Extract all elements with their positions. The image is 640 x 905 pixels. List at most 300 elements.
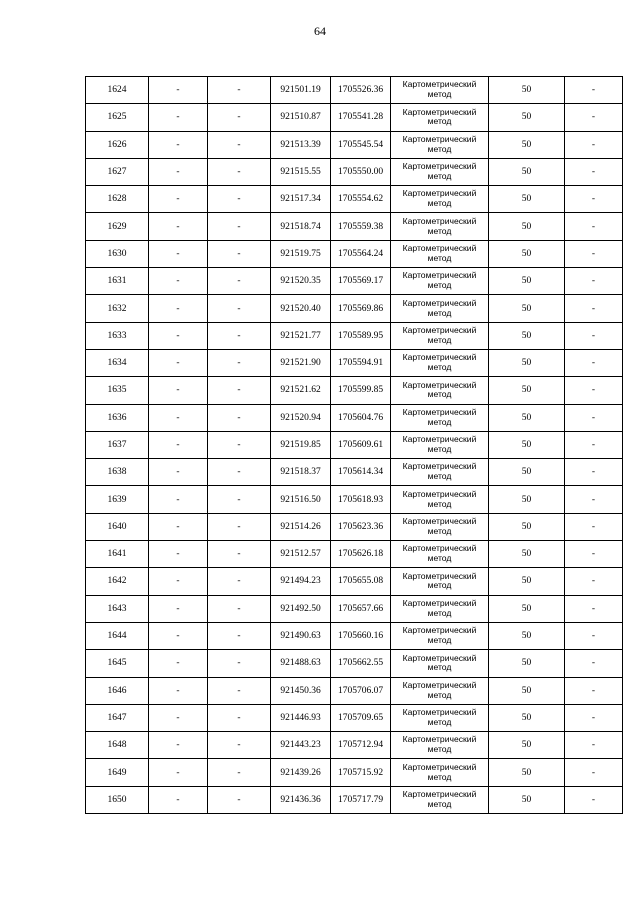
accuracy-cell: 50 [489,513,565,540]
coordinate-y-cell: 1705609.61 [331,431,391,458]
coordinate-y-cell: 1705541.28 [331,104,391,131]
empty-cell: - [565,295,623,322]
method-cell [391,404,489,431]
method-line1: Картометрический [402,188,477,199]
coordinate-y-cell: 1705599.85 [331,377,391,404]
point-number-cell: 1638 [86,459,149,486]
accuracy-cell: 50 [489,541,565,568]
point-number-cell: 1630 [86,240,149,267]
method-line1: Картометрический [402,707,477,718]
table-row [86,240,623,267]
empty-cell: - [565,404,623,431]
coordinate-y-cell: 1705604.76 [331,404,391,431]
accuracy-cell: 50 [489,240,565,267]
empty-cell: - [208,431,271,458]
method-cell [391,213,489,240]
method-line2: метод [427,635,452,646]
accuracy-cell: 50 [489,459,565,486]
empty-cell: - [208,349,271,376]
table-row [86,431,623,458]
method-line2: метод [427,553,452,564]
accuracy-cell: 50 [489,650,565,677]
coordinates-table [85,76,623,814]
empty-cell: - [208,704,271,731]
empty-cell: - [208,295,271,322]
coordinate-y-cell: 1705550.00 [331,158,391,185]
empty-cell: - [565,677,623,704]
table-row [86,622,623,649]
coordinate-y-cell: 1705717.79 [331,786,391,813]
method-line2: метод [427,225,452,236]
empty-cell: - [565,268,623,295]
method-cell [391,295,489,322]
accuracy-cell: 50 [489,377,565,404]
method-line2: метод [427,662,452,673]
table-row [86,131,623,158]
coordinate-y-cell: 1705545.54 [331,131,391,158]
method-line1: Картометрический [402,215,477,226]
method-cell [391,595,489,622]
empty-cell: - [149,786,208,813]
method-cell [391,513,489,540]
method-line2: метод [427,607,452,618]
coordinate-x-cell: 921516.50 [271,486,331,513]
empty-cell: - [565,213,623,240]
coordinate-y-cell: 1705662.55 [331,650,391,677]
coordinate-x-cell: 921443.23 [271,732,331,759]
empty-cell: - [565,377,623,404]
empty-cell: - [149,595,208,622]
method-line1: Картометрический [402,570,477,581]
coordinate-y-cell: 1705589.95 [331,322,391,349]
table-row [86,186,623,213]
coordinate-y-cell: 1705712.94 [331,732,391,759]
method-line1: Картометрический [402,79,477,90]
table-row [86,377,623,404]
coordinate-y-cell: 1705554.62 [331,186,391,213]
coordinate-y-cell: 1705709.65 [331,704,391,731]
point-number-cell: 1650 [86,786,149,813]
point-number-cell: 1627 [86,158,149,185]
coordinate-y-cell: 1705655.08 [331,568,391,595]
coordinate-y-cell: 1705569.86 [331,295,391,322]
empty-cell: - [565,786,623,813]
coordinate-x-cell: 921512.57 [271,541,331,568]
method-cell [391,732,489,759]
table-row [86,77,623,104]
empty-cell: - [565,732,623,759]
point-number-cell: 1647 [86,704,149,731]
point-number-cell: 1643 [86,595,149,622]
accuracy-cell: 50 [489,295,565,322]
empty-cell: - [149,677,208,704]
accuracy-cell: 50 [489,759,565,786]
coordinate-x-cell: 921515.55 [271,158,331,185]
method-line2: метод [427,116,452,127]
accuracy-cell: 50 [489,158,565,185]
coordinate-y-cell: 1705618.93 [331,486,391,513]
empty-cell: - [208,650,271,677]
point-number-cell: 1628 [86,186,149,213]
coordinate-y-cell: 1705657.66 [331,595,391,622]
empty-cell: - [565,158,623,185]
point-number-cell: 1639 [86,486,149,513]
method-line1: Картометрический [402,406,477,417]
empty-cell: - [149,131,208,158]
empty-cell: - [149,650,208,677]
coordinate-x-cell: 921518.74 [271,213,331,240]
empty-cell: - [149,77,208,104]
method-line1: Картометрический [402,625,477,636]
method-line1: Картометрический [402,243,477,254]
method-line2: метод [427,334,452,345]
table-row [86,104,623,131]
coordinate-x-cell: 921494.23 [271,568,331,595]
method-line1: Картометрический [402,652,477,663]
method-line2: метод [427,798,452,809]
method-line1: Картометрический [402,297,477,308]
empty-cell: - [149,568,208,595]
table-row [86,486,623,513]
method-cell [391,431,489,458]
accuracy-cell: 50 [489,595,565,622]
coordinate-x-cell: 921521.62 [271,377,331,404]
empty-cell: - [208,568,271,595]
page-number: 64 [314,24,326,38]
coordinate-y-cell: 1705569.17 [331,268,391,295]
empty-cell: - [149,295,208,322]
accuracy-cell: 50 [489,349,565,376]
empty-cell: - [208,595,271,622]
coordinate-x-cell: 921521.90 [271,349,331,376]
empty-cell: - [565,704,623,731]
empty-cell: - [149,186,208,213]
empty-cell: - [149,213,208,240]
method-cell [391,77,489,104]
coordinate-x-cell: 921519.75 [271,240,331,267]
method-cell [391,240,489,267]
method-line1: Картометрический [402,788,477,799]
table-row [86,541,623,568]
method-line2: метод [427,416,452,427]
method-cell [391,650,489,677]
accuracy-cell: 50 [489,704,565,731]
table-row [86,404,623,431]
empty-cell: - [208,541,271,568]
coordinate-x-cell: 921510.87 [271,104,331,131]
method-line1: Картометрический [402,679,477,690]
table-row [86,322,623,349]
table-row [86,213,623,240]
method-line2: метод [427,198,452,209]
method-cell [391,677,489,704]
empty-cell: - [208,240,271,267]
method-cell [391,786,489,813]
accuracy-cell: 50 [489,104,565,131]
method-cell [391,486,489,513]
coordinate-y-cell: 1705660.16 [331,622,391,649]
method-line2: метод [427,362,452,373]
empty-cell: - [149,513,208,540]
empty-cell: - [565,568,623,595]
empty-cell: - [208,486,271,513]
point-number-cell: 1644 [86,622,149,649]
table-row [86,349,623,376]
coordinate-y-cell: 1705564.24 [331,240,391,267]
empty-cell: - [149,541,208,568]
empty-cell: - [149,459,208,486]
empty-cell: - [149,486,208,513]
point-number-cell: 1632 [86,295,149,322]
method-line2: метод [427,89,452,100]
method-line1: Картометрический [402,488,477,499]
method-cell [391,759,489,786]
method-line2: метод [427,307,452,318]
coordinate-x-cell: 921520.40 [271,295,331,322]
accuracy-cell: 50 [489,677,565,704]
empty-cell: - [208,404,271,431]
table-row [86,295,623,322]
method-cell [391,459,489,486]
empty-cell: - [149,431,208,458]
empty-cell: - [149,732,208,759]
point-number-cell: 1648 [86,732,149,759]
point-number-cell: 1631 [86,268,149,295]
table-row [86,595,623,622]
method-line1: Картометрический [402,761,477,772]
empty-cell: - [565,513,623,540]
method-cell [391,541,489,568]
point-number-cell: 1637 [86,431,149,458]
empty-cell: - [565,77,623,104]
method-line2: метод [427,771,452,782]
empty-cell: - [565,595,623,622]
method-cell [391,349,489,376]
coordinate-y-cell: 1705614.34 [331,459,391,486]
point-number-cell: 1640 [86,513,149,540]
coordinate-x-cell: 921514.26 [271,513,331,540]
method-line1: Картометрический [402,133,477,144]
method-line1: Картометрический [402,516,477,527]
method-line2: метод [427,498,452,509]
empty-cell: - [208,377,271,404]
method-line1: Картометрический [402,734,477,745]
coordinate-x-cell: 921490.63 [271,622,331,649]
empty-cell: - [208,732,271,759]
empty-cell: - [208,77,271,104]
empty-cell: - [208,213,271,240]
accuracy-cell: 50 [489,404,565,431]
empty-cell: - [208,786,271,813]
empty-cell: - [565,622,623,649]
empty-cell: - [565,486,623,513]
empty-cell: - [149,240,208,267]
coordinate-x-cell: 921513.39 [271,131,331,158]
empty-cell: - [565,541,623,568]
coordinate-y-cell: 1705626.18 [331,541,391,568]
accuracy-cell: 50 [489,732,565,759]
empty-cell: - [149,622,208,649]
empty-cell: - [149,349,208,376]
method-line1: Картометрический [402,161,477,172]
coordinate-x-cell: 921517.34 [271,186,331,213]
coordinate-x-cell: 921450.36 [271,677,331,704]
empty-cell: - [208,759,271,786]
point-number-cell: 1634 [86,349,149,376]
table-row [86,158,623,185]
method-line2: метод [427,716,452,727]
coordinate-y-cell: 1705594.91 [331,349,391,376]
empty-cell: - [565,650,623,677]
accuracy-cell: 50 [489,268,565,295]
method-line1: Картометрический [402,434,477,445]
method-line1: Картометрический [402,324,477,335]
accuracy-cell: 50 [489,786,565,813]
empty-cell: - [208,513,271,540]
empty-cell: - [149,268,208,295]
method-line2: метод [427,171,452,182]
empty-cell: - [149,404,208,431]
table-row [86,677,623,704]
empty-cell: - [208,459,271,486]
method-cell [391,186,489,213]
accuracy-cell: 50 [489,568,565,595]
empty-cell: - [149,322,208,349]
empty-cell: - [149,759,208,786]
coordinate-x-cell: 921492.50 [271,595,331,622]
method-line2: метод [427,280,452,291]
method-cell [391,131,489,158]
method-line2: метод [427,689,452,700]
method-line1: Картометрический [402,597,477,608]
method-cell [391,158,489,185]
point-number-cell: 1626 [86,131,149,158]
accuracy-cell: 50 [489,213,565,240]
method-line1: Картометрический [402,379,477,390]
method-line1: Картометрический [402,106,477,117]
accuracy-cell: 50 [489,77,565,104]
empty-cell: - [208,268,271,295]
table-row [86,786,623,813]
method-cell [391,622,489,649]
coordinate-x-cell: 921520.94 [271,404,331,431]
method-line2: метод [427,143,452,154]
empty-cell: - [565,131,623,158]
coordinate-y-cell: 1705559.38 [331,213,391,240]
point-number-cell: 1629 [86,213,149,240]
coordinate-y-cell: 1705623.36 [331,513,391,540]
empty-cell: - [208,677,271,704]
empty-cell: - [565,322,623,349]
point-number-cell: 1645 [86,650,149,677]
coordinate-x-cell: 921518.37 [271,459,331,486]
empty-cell: - [149,104,208,131]
method-line1: Картометрический [402,543,477,554]
method-line1: Картометрический [402,461,477,472]
point-number-cell: 1649 [86,759,149,786]
point-number-cell: 1625 [86,104,149,131]
point-number-cell: 1635 [86,377,149,404]
coordinate-x-cell: 921519.85 [271,431,331,458]
empty-cell: - [565,104,623,131]
empty-cell: - [565,759,623,786]
method-line2: метод [427,389,452,400]
empty-cell: - [208,131,271,158]
table-row [86,459,623,486]
accuracy-cell: 50 [489,322,565,349]
point-number-cell: 1641 [86,541,149,568]
table-row [86,268,623,295]
point-number-cell: 1642 [86,568,149,595]
table-body [86,77,623,814]
empty-cell: - [208,186,271,213]
empty-cell: - [208,322,271,349]
coordinate-x-cell: 921439.26 [271,759,331,786]
coordinate-x-cell: 921446.93 [271,704,331,731]
method-line2: метод [427,580,452,591]
empty-cell: - [208,158,271,185]
table-row [86,568,623,595]
point-number-cell: 1624 [86,77,149,104]
coordinate-y-cell: 1705526.36 [331,77,391,104]
method-line2: метод [427,471,452,482]
method-cell [391,568,489,595]
coordinate-x-cell: 921436.36 [271,786,331,813]
point-number-cell: 1646 [86,677,149,704]
method-line2: метод [427,252,452,263]
empty-cell: - [149,704,208,731]
empty-cell: - [208,104,271,131]
empty-cell: - [565,240,623,267]
coordinate-x-cell: 921521.77 [271,322,331,349]
accuracy-cell: 50 [489,622,565,649]
empty-cell: - [565,459,623,486]
method-cell [391,322,489,349]
accuracy-cell: 50 [489,186,565,213]
method-cell [391,268,489,295]
empty-cell: - [565,431,623,458]
table-row [86,513,623,540]
empty-cell: - [565,186,623,213]
empty-cell: - [149,377,208,404]
method-line2: метод [427,444,452,454]
table-row [86,759,623,786]
method-cell [391,704,489,731]
method-line1: Картометрический [402,352,477,363]
method-line2: метод [427,744,452,755]
point-number-cell: 1633 [86,322,149,349]
method-line2: метод [427,525,452,536]
empty-cell: - [149,158,208,185]
empty-cell: - [208,622,271,649]
accuracy-cell: 50 [489,131,565,158]
table-row [86,704,623,731]
method-cell [391,377,489,404]
coordinate-y-cell: 1705715.92 [331,759,391,786]
method-cell [391,104,489,131]
accuracy-cell: 50 [489,486,565,513]
coordinate-x-cell: 921488.63 [271,650,331,677]
method-line1: Картометрический [402,270,477,281]
coordinate-x-cell: 921501.19 [271,77,331,104]
coordinate-x-cell: 921520.35 [271,268,331,295]
coordinate-y-cell: 1705706.07 [331,677,391,704]
empty-cell: - [565,349,623,376]
point-number-cell: 1636 [86,404,149,431]
table-row [86,732,623,759]
table-row [86,650,623,677]
accuracy-cell: 50 [489,431,565,458]
